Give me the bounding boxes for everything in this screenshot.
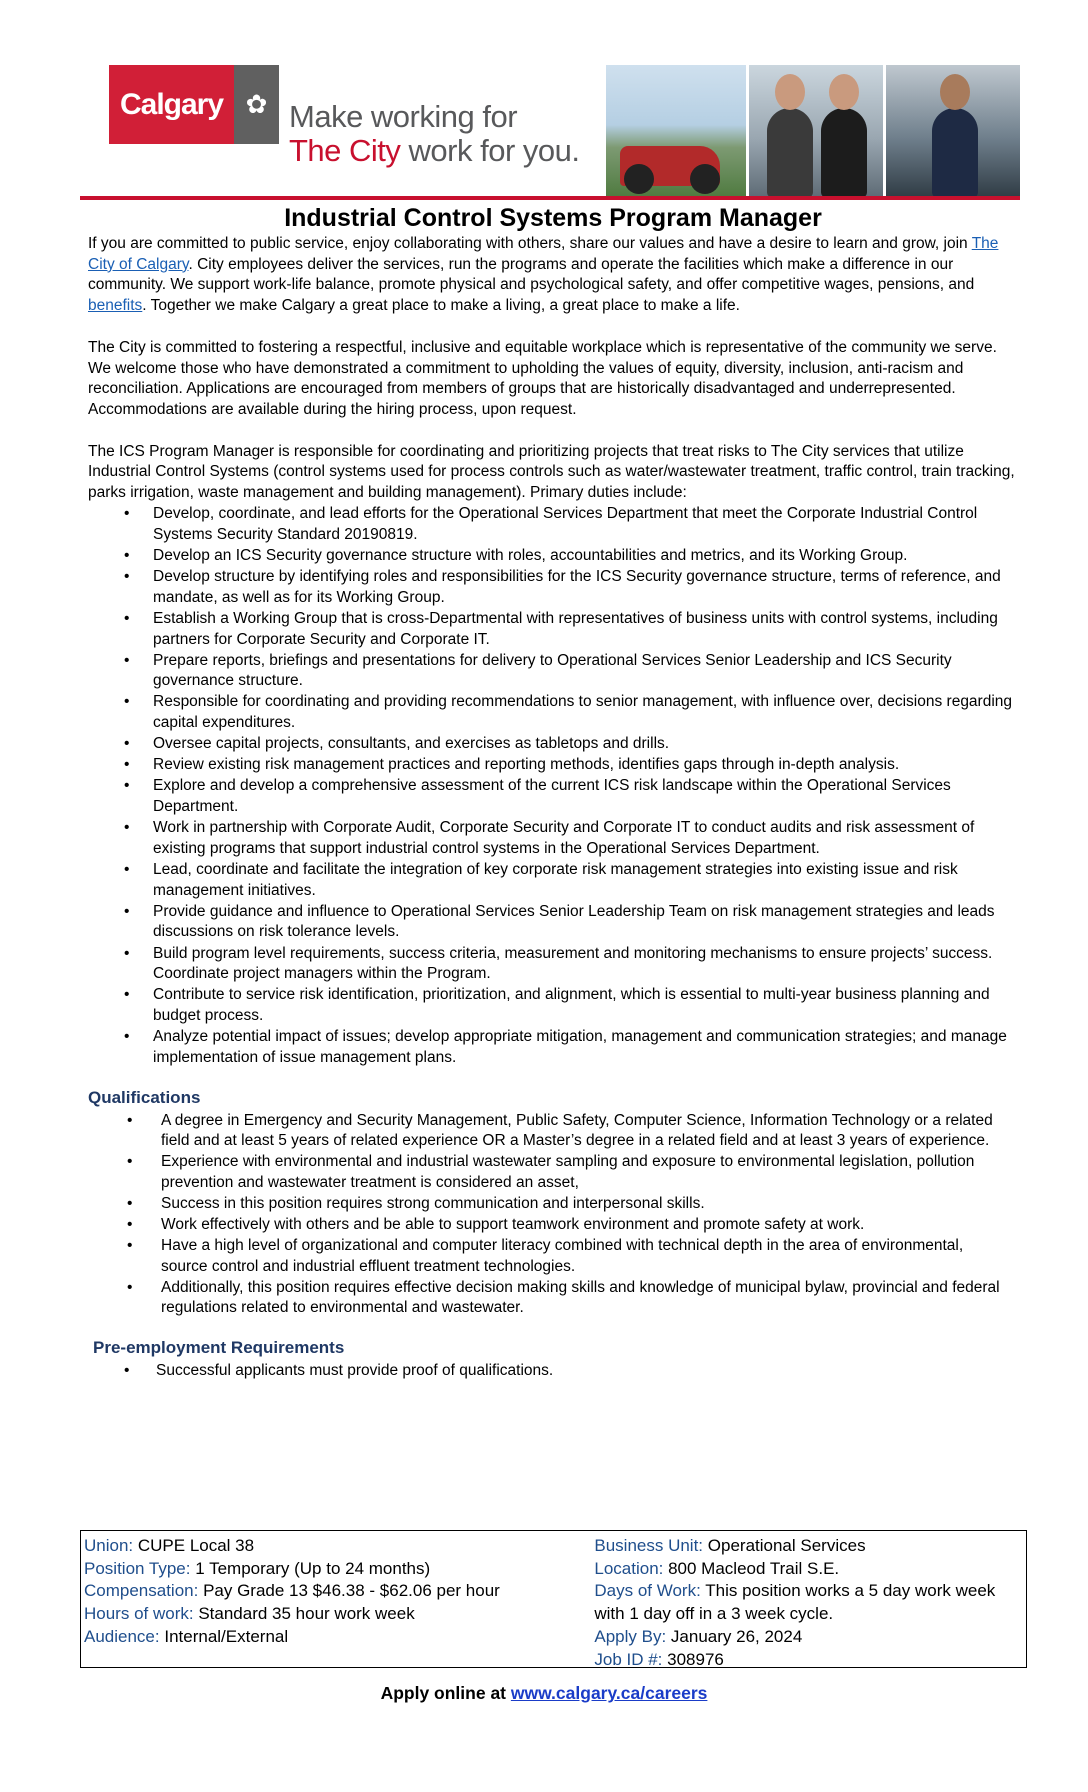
position-type-label: Position Type: <box>84 1558 191 1578</box>
apply-line <box>0 1683 1088 1704</box>
logo-text: Calgary <box>119 87 224 121</box>
list-item: • Develop, coordinate, and lead efforts for the Operational Services Department that meet the Corporate Industrial Control Systems Security Standard 20190819. <box>124 504 1022 545</box>
list-item: • Develop an ICS Security governance structure with roles, accountabilities and metrics, and its Working Group. <box>124 546 1022 567</box>
location-row <box>594 1558 1023 1581</box>
list-item: • Additionally, this position requires effective decision making skills and knowledge of municipal bylaw, provincial and federal regulations related to environmental and wastewater. <box>127 1278 1007 1319</box>
list-item: • Work in partnership with Corporate Audit, Corporate Security and Corporate IT to conduct audits and risk assessment of existing programs that support industrial control systems in the Operational Services Department. <box>124 818 1022 859</box>
hours-label: Hours of work: <box>84 1604 194 1624</box>
list-item: • Provide guidance and influence to Operational Services Senior Leadership Team on risk management strategies and leads discussions on risk tolerance levels. <box>124 902 1022 943</box>
list-item: • Contribute to service risk identification, prioritization, and alignment, which is essential to multi-year business planning and budget process. <box>124 985 1022 1026</box>
photo-mower <box>606 65 746 198</box>
role-intro-paragraph: The ICS Program Manager is responsible for coordinating and prioritizing projects that treat risks to The City services that utilize Industrial Control Systems (control systems used for process controls such as water/wastewater treatment, traffic control, train tracking, parks irrigation, waste management and building management). Primary duties include: <box>88 442 1015 502</box>
list-item: • Success in this position requires strong communication and interpersonal skills. <box>127 1194 1007 1215</box>
tagline-rest: work for you. <box>400 133 580 168</box>
days-value: This position works a 5 day work week with 1 day off in a 3 week cycle. <box>594 1581 996 1624</box>
list-item: • Explore and develop a comprehensive assessment of the current ICS risk landscape within the Operational Services Department. <box>124 776 1022 817</box>
apply-by-value: January 26, 2024 <box>666 1626 803 1646</box>
business-unit-value: Operational Services <box>703 1536 866 1555</box>
job-id-label: Job ID #: <box>594 1649 663 1669</box>
list-item: • Develop structure by identifying roles and responsibilities for the ICS Security governance structure, terms of reference, and mandate, as well as for its Working Group. <box>124 567 1022 608</box>
audience-row <box>84 1626 594 1649</box>
position-type-value: 1 Temporary (Up to 24 months) <box>190 1558 431 1578</box>
list-item: • Successful applicants must provide proof of qualifications. <box>124 1361 1018 1382</box>
location-value: 800 Macleod Trail S.E. <box>663 1558 840 1578</box>
list-item: • Experience with environmental and industrial wastewater sampling and exposure to environmental legislation, pollution prevention and wastewater treatment is considered an asset, <box>127 1152 1007 1193</box>
inclusion-paragraph: The City is committed to fostering a respectful, inclusive and equitable workplace which is representative of the community we serve. We welcome those who have demonstrated a commitment to upholding the values of equity, diversity, inclusion, anti-racism and reconciliation. Applications are encouraged from members of groups that are historically disadvantaged and underrepresented. Accommodations are available during the hiring process, upon request. <box>88 338 997 418</box>
apply-by-row <box>594 1626 1023 1649</box>
tagline-city: The City <box>289 133 401 168</box>
audience-value: Internal/External <box>159 1626 289 1646</box>
header-divider <box>80 196 1020 200</box>
person-figure <box>932 108 978 198</box>
compensation-value: Pay Grade 13 $46.38 - $62.06 per hour <box>198 1581 500 1601</box>
benefits-link[interactable]: benefits <box>88 297 143 315</box>
pre-employment-list <box>124 1361 1018 1382</box>
duties-list <box>124 504 1022 1068</box>
compensation-row <box>84 1580 594 1603</box>
careers-link[interactable]: www.calgary.ca/careers <box>510 1683 708 1703</box>
list-item: • Responsible for coordinating and providing recommendations to senior management, with influence over, decisions regarding capital expenditures. <box>124 692 1022 733</box>
tagline <box>289 100 579 168</box>
page-title: Industrial Control Systems Program Manager <box>284 204 822 232</box>
tagline-line1: Make working for <box>289 99 518 134</box>
job-details-box <box>80 1530 1027 1668</box>
photo-office-workers <box>749 65 883 198</box>
list-item: • Lead, coordinate and facilitate the integration of key corporate risk management strategies into existing issue and risk management initiatives. <box>124 860 1022 901</box>
union-row <box>84 1535 594 1558</box>
intro-text: If you are committed to public service, enjoy collaborating with others, share our values and have a desire to learn and grow, join <box>88 235 972 252</box>
calgary-logo <box>109 65 234 144</box>
list-item: • A degree in Emergency and Security Management, Public Safety, Computer Science, Information Technology or a related field and at least 5 years of related experience OR a Master’s degree in a related field and at least 3 years of experience. <box>127 1111 1007 1152</box>
person-figure <box>767 108 813 198</box>
job-details-left <box>84 1535 594 1663</box>
audience-label: Audience: <box>84 1626 160 1646</box>
photo-transit-operator <box>886 65 1020 198</box>
banner-photos <box>606 65 1020 198</box>
days-row <box>594 1580 1023 1625</box>
job-posting <box>88 203 1018 1382</box>
mower-wheel <box>690 164 720 194</box>
intro-text: . City employees deliver the services, run the programs and operate the facilities which make a difference in our community. We support work-life balance, promote physical and psychological safety, and offer competitive wages, pensions, and <box>88 255 975 294</box>
business-unit-row <box>594 1535 1023 1558</box>
union-label: Union: <box>84 1536 134 1555</box>
compensation-label: Compensation: <box>84 1581 199 1601</box>
location-label: Location: <box>594 1558 664 1578</box>
list-item: • Review existing risk management practices and reporting methods, identifies gaps through in-depth analysis. <box>124 755 1022 776</box>
job-details-right <box>594 1535 1023 1669</box>
list-item: • Work effectively with others and be able to support teamwork environment and promote safety at work. <box>127 1215 1007 1236</box>
apply-text: Apply online at <box>380 1683 511 1703</box>
position-type-row <box>84 1558 594 1581</box>
list-item: • Analyze potential impact of issues; develop appropriate mitigation, management and communication strategies; and manage implementation of issue management plans. <box>124 1027 1022 1068</box>
union-value: CUPE Local 38 <box>133 1536 255 1555</box>
list-item: • Prepare reports, briefings and presentations for delivery to Operational Services Senior Leadership and ICS Security governance structure. <box>124 651 1022 692</box>
city-of-calgary-link[interactable]: The City of Calgary <box>88 235 999 273</box>
list-item: • Establish a Working Group that is cross-Departmental with representatives of business units with control systems, including partners for Corporate Security and Corporate IT. <box>124 609 1022 650</box>
banner <box>80 56 1020 202</box>
pre-employment-heading: Pre-employment Requirements <box>93 1338 345 1358</box>
list-item: • Oversee capital projects, consultants, and exercises as tabletops and drills. <box>124 734 1022 755</box>
job-id-row <box>594 1649 1023 1672</box>
list-item: • Build program level requirements, success criteria, measurement and monitoring mechanisms to ensure projects’ success. Coordinate project managers within the Program. <box>124 944 1022 985</box>
hours-row <box>84 1603 594 1626</box>
intro-text: . Together we make Calgary a great place to make a living, a great place to make a life. <box>142 297 740 315</box>
intro-paragraph <box>88 234 1018 317</box>
qualifications-heading: Qualifications <box>88 1087 201 1107</box>
hours-value: Standard 35 hour work week <box>193 1604 415 1624</box>
mower-wheel <box>624 164 654 194</box>
business-unit-label: Business Unit: <box>594 1536 704 1555</box>
qualifications-list <box>127 1111 1007 1320</box>
list-item: • Have a high level of organizational and computer literacy combined with technical depth in the area of environmental, source control and industrial effluent treatment technologies. <box>127 1236 1007 1277</box>
days-label: Days of Work: <box>594 1581 701 1601</box>
city-crest-icon: ✿ <box>234 65 279 144</box>
job-id-value: 308976 <box>662 1649 724 1669</box>
apply-by-label: Apply By: <box>594 1626 667 1646</box>
person-figure <box>821 108 867 198</box>
